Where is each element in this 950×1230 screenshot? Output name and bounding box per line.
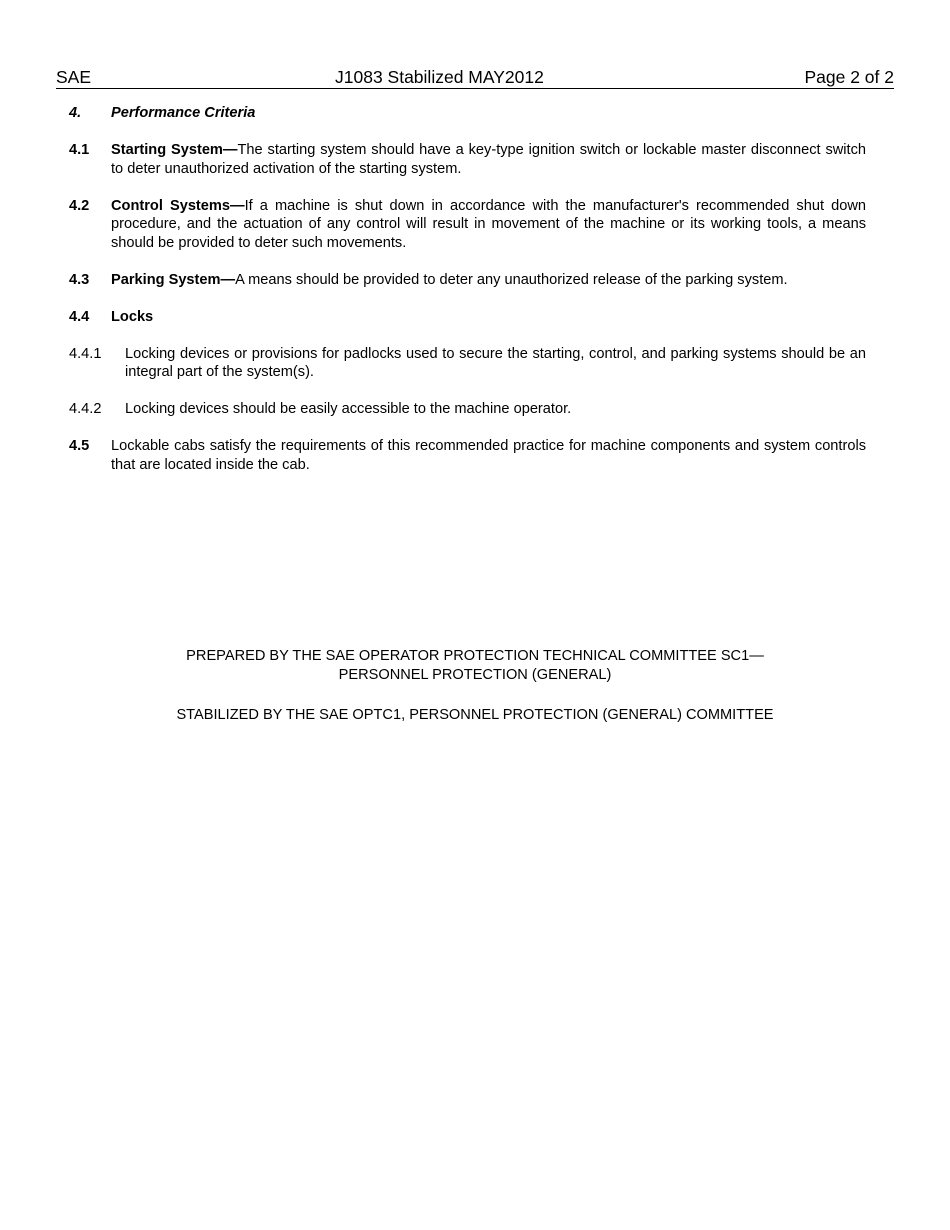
- section-heading: [69, 104, 866, 123]
- prepared-by-statement: [56, 647, 894, 684]
- header-document-id: J1083 Stabilized MAY2012: [335, 67, 544, 87]
- clause-text: Lockable cabs satisfy the requirements of this recommended practice for machine components and system controls that are located inside the cab.: [111, 438, 866, 473]
- clause-4-4-1: [69, 345, 866, 382]
- clause-4-3: [69, 271, 866, 290]
- stabilized-by-statement: STABILIZED BY THE SAE OPTC1, PERSONNEL PROTECTION (GENERAL) COMMITTEE: [176, 707, 774, 723]
- subclause-number: 4.4.1: [69, 345, 102, 362]
- clause-number: 4.4: [69, 308, 90, 325]
- clause-number: 4.5: [69, 438, 90, 454]
- subclause-number: 4.4.2: [69, 401, 102, 417]
- section-title: Performance Criteria: [111, 105, 256, 121]
- subclause-text: Locking devices or provisions for padlocks used to secure the starting, control, and parking systems should be an integral part of the system(s).: [125, 345, 866, 380]
- clause-number: 4.2: [69, 197, 90, 214]
- clause-4-4: [69, 308, 866, 327]
- subclause-text: Locking devices should be easily accessible to the machine operator.: [125, 401, 572, 417]
- clause-4-1: [69, 141, 866, 178]
- clause-text: If a machine is shut down in accordance with the manufacturer's recommended shut down procedure, and the actuation of any control will result in movement of the machine or its working tools, a means should be provided to deter such movements.: [111, 197, 866, 251]
- header-publisher: SAE: [56, 67, 92, 87]
- clause-text: The starting system should have a key-type ignition switch or lockable master disconnect switch to deter unauthorized activation of the starting system.: [111, 142, 867, 177]
- header-page-number: Page 2 of 2: [804, 67, 894, 87]
- section-number: 4.: [69, 105, 82, 121]
- clause-number: 4.3: [69, 271, 90, 288]
- clause-lead: Parking System—: [111, 271, 236, 288]
- page-header: [56, 66, 894, 89]
- clause-4-2: [69, 197, 866, 253]
- prepared-by-line-2: PERSONNEL PROTECTION (GENERAL): [338, 666, 612, 683]
- document-body: [69, 104, 866, 493]
- clause-lead: Control Systems—: [111, 197, 245, 214]
- clause-number: 4.1: [69, 142, 90, 158]
- clause-4-5: [69, 437, 866, 474]
- prepared-by-line-1: PREPARED BY THE SAE OPERATOR PROTECTION TECHNICAL COMMITTEE SC1—: [186, 648, 764, 664]
- clause-lead: Locks: [111, 308, 154, 325]
- clause-4-4-2: [69, 400, 866, 419]
- clause-lead: Starting System—: [111, 142, 238, 158]
- clause-text: A means should be provided to deter any unauthorized release of the parking system.: [235, 271, 788, 288]
